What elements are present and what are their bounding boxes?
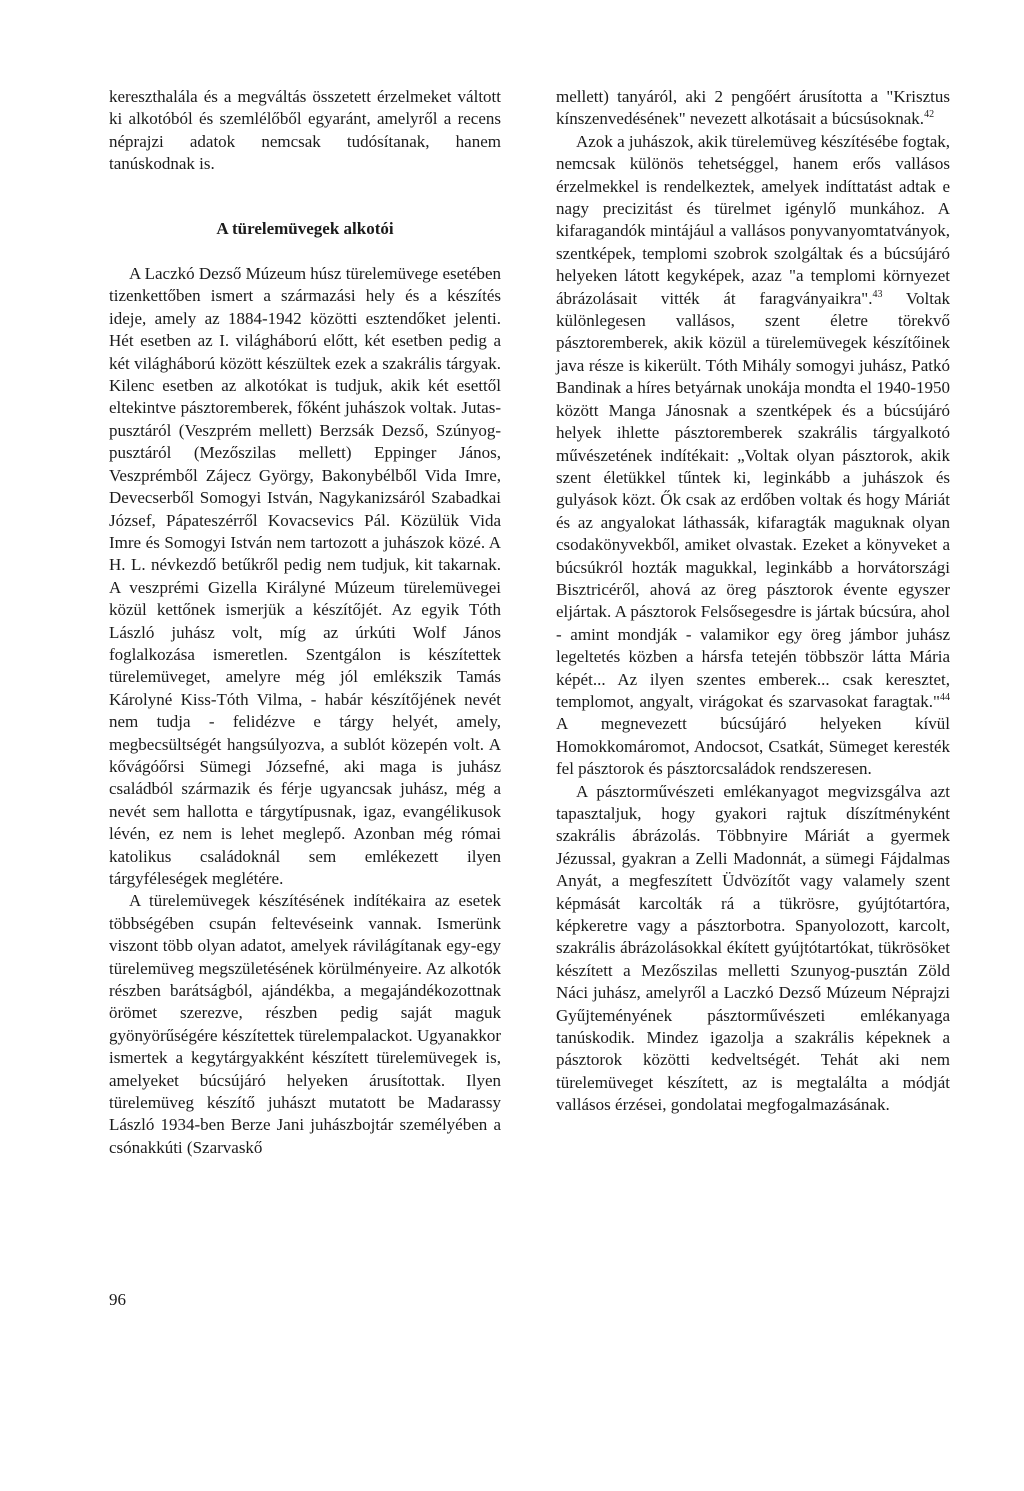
paragraph-shepherds <box>556 131 950 781</box>
right-column <box>556 86 950 1117</box>
paragraph-shepherds-text-c: A megnevezett búcsújáró helyeken kívül Homokkomáromot, Andocsot, Csatkát, Sümeget keresték fel pásztorok és pásztorcsaládok rendszeresen. <box>556 714 950 779</box>
left-column <box>109 86 501 1159</box>
footnote-ref-43: 43 <box>872 288 883 300</box>
paragraph-continuation <box>556 86 950 131</box>
paragraph-creators: A Laczkó Dezső Múzeum húsz türelemüvege esetében tizenkettőben ismert a származási hely és a készítés ideje, amely az 1884-1942 közötti esztendőket jelenti. Hét esetben az I. világháború előtt, két esetben pedig a két világháború között készültek ezek a szakrális tárgyak. Kilenc esetben az alkotókat is tudjuk, akik két esettől eltekintve pásztoremberek, főként juhászok voltak. Jutas-pusztáról (Veszprém mellett) Berzsák Dezső, Szúnyog-pusztáról (Mezőszilas mellett) Eppinger János, Veszprémből Zájecz György, Bakonybélből Vida Imre, Devecserből Somogyi István, Nagykanizsáról Szabadkai József, Pápateszérről Kovacsevics Pál. Közülük Vida Imre és Somogyi István nem tartozott a juhászok közé. A H. L. névkezdő betűkről pedig nem tudjuk, kit takarnak. A veszprémi Gizella Királyné Múzeum türelemüvegei közül kettőnek ismerjük a készítőjét. Az egyik Tóth László juhász volt, míg az úrkúti Wolf János foglalkozása ismeretlen. Szentgálon is készítettek türelemüveget, amelyre még jól emlékszik Tamás Károlyné Kiss-Tóth Vilma, - habár készítőjének nevét nem tudja - felidézve e tárgy helyét, amely, megbecsültségét hangsúlyozva, a sublót közepén volt. A kővágóőrsi Sümegi Józsefné, aki maga is juhász családból származik és férje ugyancsak juhász, még a nevét sem hallotta e tárgytípusnak, igaz, evangélikusok lévén, ez nem is lehet meglepő. Azonban még római katolikus családoknál sem emlékezett ilyen tárgyféleségek meglétére. <box>109 264 501 888</box>
footnote-ref-42: 42 <box>924 109 935 121</box>
paragraph-shepherds-text-b: Voltak különlegesen vallásos, szent életre törekvő pásztoremberek, akik közül a türelemüvegek készítőinek java része is kikerült. Tóth Mihály somogyi juhász, Patkó Bandinak a híres betyárnak unokája mondta el 1940-1950 között Manga Jánosnak a szentképek és a búcsújáró helyek ihlette pásztoremberek szakrális tárgyalkotó művészetének indítékait: „Voltak olyan pásztorok, akik szent életükkel tűntek ki, leginkább a juhászok és gulyások közt. Ők csak az erdőben voltak és hogy Máriát és az angyalokat láthassák, kifaragták maguknak olyan csodakönyvekből, amiket olvastak. Ezeket a könyveket a búcsúkról hozták magukkal, leginkább a horvátországi Bisztricéről, ahová az öreg pásztorok évente egyszer eljártak. A pásztorok Felsősegesdre is jártak búcsúra, ahol - amint mondják - valamikor egy öreg jámbor juhász legeltetés közben a hársfa tetején többször látta Mária képét... Az ilyen szentes emberek... csak keresztet, templomot, angyalt, virágokat és szarvasokat faragtak." <box>556 288 950 711</box>
paragraph-shepherds-text-a: Azok a juhászok, akik türelemüveg készítésébe fogtak, nemcsak különös tehetséggel, hanem erős vallásos érzelmekkel is rendelkeztek, amelyek indíttatást adtak e nagy precizitást és türelmet igénylő munkához. A kifaragandók mintájául a vallásos ponyvanyomtatványok, szentképek, templomi szobrok szolgáltak és a búcsújáró helyeken látott kegyképek, azaz "a templomi környezet ábrázolásait vitték át faragványaikra". <box>556 131 950 308</box>
paragraph-continuation-text: mellett) tanyáról, aki 2 pengőért árusította a "Krisztus kínszenvedésének" nevezett alkotásait a búcsúsoknak. <box>556 87 950 129</box>
page-number: 96 <box>109 1290 126 1309</box>
paragraph-intro: kereszthalála és a megváltás összetett érzelmeket váltott ki alkotóból és szemlélőből egyaránt, amelyről a recens néprajzi adatok nemcsak tudósítanak, hanem tanúskodnak is. <box>109 87 501 174</box>
paragraph-pastoral-art: A pásztorművészeti emlékanyagot megvizsgálva azt tapasztaljuk, hogy gyakori rajtuk díszítményként szakrális ábrázolás. Többnyire Máriát a gyermek Jézussal, gyakran a Zelli Madonnát, a sümegi Fájdalmas Anyát, a megfeszített Üdvözítőt vagy valamely szent képmását karcolták rá a tükrösre, gyújtótartóra, képkeretre vagy a pásztorbotra. Spanyolozott, karcolt, szakrális ábrázolásokkal ékített gyújtótartókat, tükrösöket készített a Mezőszilas melletti Szunyog-pusztán Zöld Náci juhász, amelyről a Laczkó Dezső Múzeum Néprajzi Gyűjteményének pásztorművészeti emlékanyaga tanúskodik. Mindez igazolja a szakrális képeknek a pásztorok közötti kedveltségét. Tehát aki nem türelemüveget készített, az is megtalálta a módját vallásos érzései, gondolatai megfogalmazásának. <box>556 781 950 1115</box>
footnote-ref-44: 44 <box>940 691 950 703</box>
section-title: A türelemüvegek alkotói <box>216 218 394 238</box>
paragraph-motives: A türelemüvegek készítésének indítékaira az esetek többségében csupán feltevéseink vannak. Ismerünk viszont több olyan adatot, amelyek rávilágítanak egy-egy türelemüveg megszületésének körülményeire. Az alkotók részben barátságból, ajándékba, a megajándékozottnak örömet szerezve, részben pedig saját maguk gyönyörűségére készítettek türelempalackot. Ugyanakkor ismertek a kegytárgyakként készített türelemüvegek is, amelyeket búcsújáró helyeken árusítottak. Ilyen türelemüveg készítő juhászt mutatott be Madarassy László 1934-ben Berze Jani juhászbojtár személyében a csónakkúti (Szarvaskő <box>109 891 501 1157</box>
